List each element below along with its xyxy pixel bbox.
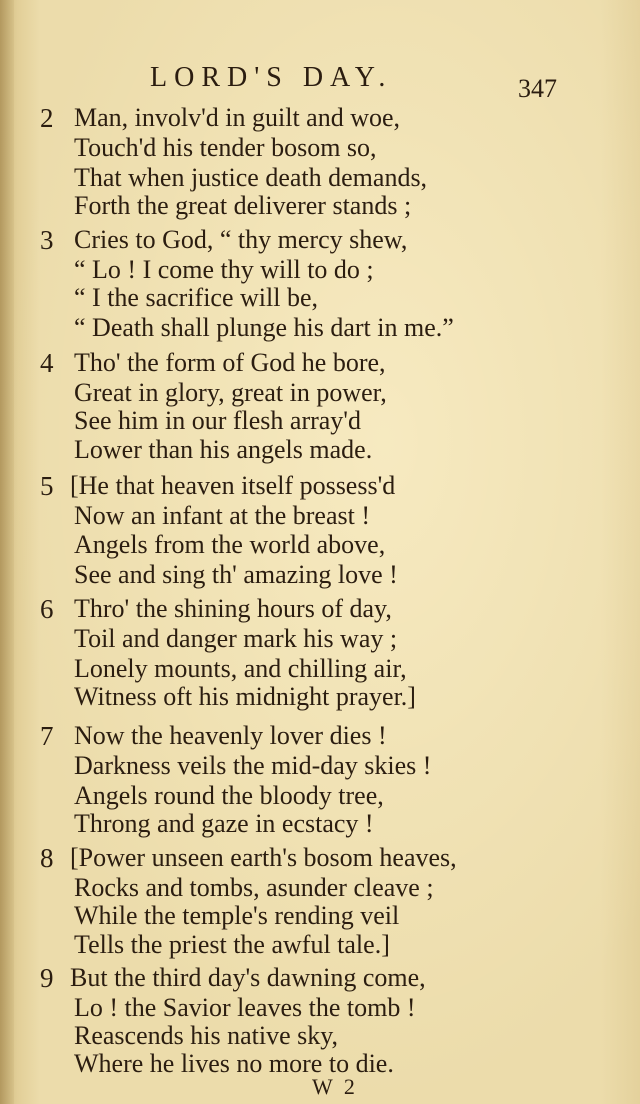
stanza-number: 9 xyxy=(40,963,54,993)
verse-line: Witness oft his midnight prayer.] xyxy=(74,682,416,711)
stanza-number: 7 xyxy=(40,721,54,751)
verse-line: But the third day's dawning come, xyxy=(70,963,426,992)
verse-line: Angels round the bloody tree, xyxy=(74,781,384,810)
verse-line: Now the heavenly lover dies ! xyxy=(74,721,387,750)
verse-line: Where he lives no more to die. xyxy=(74,1049,394,1078)
verse-line: Rocks and tombs, asunder cleave ; xyxy=(74,873,434,902)
page-number: 347 xyxy=(518,74,557,103)
stanza-number: 4 xyxy=(40,348,54,378)
verse-line: Lower than his angels made. xyxy=(74,435,373,464)
page-gutter xyxy=(0,0,14,1104)
verse-line: Man, involv'd in guilt and woe, xyxy=(74,103,401,132)
verse-line: Tells the priest the awful tale.] xyxy=(74,930,390,959)
stanza-number: 3 xyxy=(40,225,54,255)
stanza-number: 5 xyxy=(40,471,54,501)
verse-line: Thro' the shining hours of day, xyxy=(74,594,392,623)
verse-line: Angels from the world above, xyxy=(74,530,386,559)
verse-line: Darkness veils the mid-day skies ! xyxy=(74,751,432,780)
verse-line: That when justice death demands, xyxy=(74,163,428,192)
stanza-number: 2 xyxy=(40,103,54,133)
verse-line: Touch'd his tender bosom so, xyxy=(74,133,377,162)
signature-mark: W 2 xyxy=(312,1074,358,1099)
verse-line: Lonely mounts, and chilling air, xyxy=(74,654,407,683)
verse-line: Throng and gaze in ecstacy ! xyxy=(74,809,374,838)
verse-line: “ I the sacrifice will be, xyxy=(74,283,318,312)
running-head: LORD'S DAY. xyxy=(150,62,393,93)
verse-line: Forth the great deliverer stands ; xyxy=(74,191,412,220)
verse-line: Lo ! the Savior leaves the tomb ! xyxy=(74,993,416,1022)
stanza-number: 6 xyxy=(40,594,54,624)
verse-line: While the temple's rending veil xyxy=(74,901,400,930)
verse-line: Tho' the form of God he bore, xyxy=(74,348,386,377)
verse-line: Great in glory, great in power, xyxy=(74,378,387,407)
page-header xyxy=(0,62,640,102)
verse-line: [Power unseen earth's bosom heaves, xyxy=(70,843,457,872)
verse-line: Reascends his native sky, xyxy=(74,1021,339,1050)
verse-line: [He that heaven itself possess'd xyxy=(70,471,396,500)
verse-line: See and sing th' amazing love ! xyxy=(74,560,398,589)
verse-line: Now an infant at the breast ! xyxy=(74,501,371,530)
verse-line: Cries to God, “ thy mercy shew, xyxy=(74,225,408,254)
verse-line: “ Death shall plunge his dart in me.” xyxy=(74,313,454,342)
stanza-number: 8 xyxy=(40,843,54,873)
verse-line: See him in our flesh array'd xyxy=(74,406,361,435)
verse-line: “ Lo ! I come thy will to do ; xyxy=(74,255,374,284)
verse-line: Toil and danger mark his way ; xyxy=(74,624,398,653)
